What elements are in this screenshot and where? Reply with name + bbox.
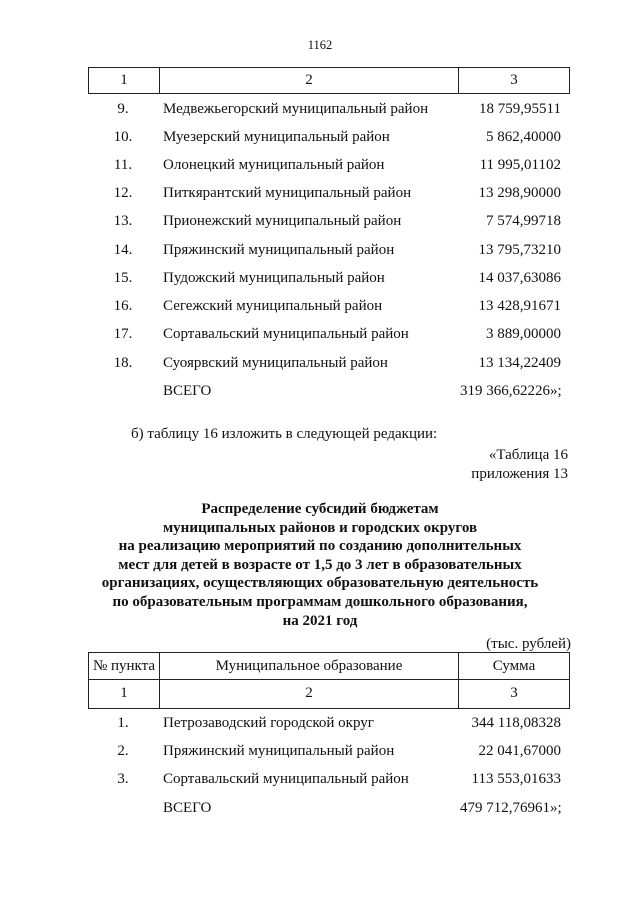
row-name: Суоярвский муниципальный район <box>163 355 388 371</box>
table-row <box>0 129 640 149</box>
row-name: Сегежский муниципальный район <box>163 298 383 314</box>
table-row <box>0 771 640 791</box>
table15-header-col-3: 3 <box>510 72 518 88</box>
col-header-number: № пункта <box>92 658 156 674</box>
row-amount: 22 041,67000 <box>478 743 561 759</box>
row-number: 14. <box>113 242 133 258</box>
row-number: 12. <box>113 185 133 201</box>
table-title <box>0 500 640 630</box>
table-row <box>0 185 640 205</box>
row-amount: 13 428,91671 <box>478 298 561 314</box>
row-name: Сортавальский муниципальный район <box>163 771 409 787</box>
row-name: Медвежьегорский муниципальный район <box>163 101 429 117</box>
title-line: мест для детей в возрасте от 1,5 до 3 лет в образовательных <box>118 556 522 573</box>
row-amount: 14 037,63086 <box>478 270 561 286</box>
row-amount: 3 889,00000 <box>486 326 561 342</box>
total-label: ВСЕГО <box>163 800 212 816</box>
row-number: 9. <box>117 101 129 117</box>
col-number-3: 3 <box>510 685 518 701</box>
total-amount: 319 366,62226»; <box>460 383 562 399</box>
row-number: 10. <box>113 129 133 145</box>
table-row <box>0 715 640 735</box>
table-row <box>0 355 640 375</box>
table-label-line-2: приложения 13 <box>471 466 568 482</box>
table15-total-row <box>0 383 640 403</box>
col-header-amount: Сумма <box>492 658 536 674</box>
col-number-1: 1 <box>120 685 128 701</box>
row-name: Петрозаводский городской округ <box>163 715 374 731</box>
row-name: Пряжинский муниципальный район <box>163 242 395 258</box>
col-number-2: 2 <box>305 685 313 701</box>
table16-total-row <box>0 800 640 820</box>
table-row <box>0 242 640 262</box>
table-row <box>0 326 640 346</box>
row-number: 18. <box>113 355 133 371</box>
table-label-line-1: «Таблица 16 <box>488 447 568 463</box>
total-amount: 479 712,76961»; <box>460 800 562 816</box>
row-amount: 13 134,22409 <box>478 355 561 371</box>
title-line: организациях, осуществляющих образовательную деятельность <box>101 575 539 592</box>
title-line: по образовательным программам дошкольного образования, <box>112 593 528 610</box>
page-number: 1162 <box>307 38 333 52</box>
row-name: Пряжинский муниципальный район <box>163 743 395 759</box>
row-number: 17. <box>113 326 133 342</box>
row-number: 15. <box>113 270 133 286</box>
row-name: Пудожский муниципальный район <box>163 270 385 286</box>
row-number: 13. <box>113 213 133 229</box>
intro-text: б) таблицу 16 изложить в следующей редакции: <box>131 426 438 442</box>
row-name: Сортавальский муниципальный район <box>163 326 409 342</box>
table15-header-col-2: 2 <box>305 72 313 88</box>
table-row <box>0 270 640 290</box>
row-name: Муезерский муниципальный район <box>163 129 390 145</box>
col-header-municipality: Муниципальное образование <box>215 658 403 674</box>
row-number: 3. <box>117 771 129 787</box>
row-amount: 7 574,99718 <box>486 213 561 229</box>
total-label: ВСЕГО <box>163 383 212 399</box>
row-name: Прионежский муниципальный район <box>163 213 402 229</box>
table15-header-col-1: 1 <box>120 72 128 88</box>
title-line: на 2021 год <box>282 612 358 629</box>
table-label <box>471 446 568 484</box>
row-number: 2. <box>117 743 129 759</box>
row-name: Питкярантский муниципальный район <box>163 185 412 201</box>
row-number: 16. <box>113 298 133 314</box>
units-label: (тыс. рублей) <box>486 636 571 652</box>
row-amount: 13 795,73210 <box>478 242 561 258</box>
row-number: 1. <box>117 715 129 731</box>
table15-header <box>88 67 570 94</box>
row-amount: 13 298,90000 <box>478 185 561 201</box>
table16-header <box>88 652 570 709</box>
row-amount: 11 995,01102 <box>479 157 561 173</box>
table-row <box>0 157 640 177</box>
row-amount: 18 759,95511 <box>479 101 561 117</box>
table-row <box>0 213 640 233</box>
table-row <box>0 298 640 318</box>
title-line: на реализацию мероприятий по созданию дополнительных <box>118 538 522 555</box>
title-line: муниципальных районов и городских округов <box>162 519 478 536</box>
row-amount: 5 862,40000 <box>486 129 561 145</box>
row-number: 11. <box>113 157 133 173</box>
row-amount: 113 553,01633 <box>471 771 561 787</box>
title-line: Распределение субсидий бюджетам <box>201 501 439 517</box>
row-amount: 344 118,08328 <box>471 715 561 731</box>
row-name: Олонецкий муниципальный район <box>163 157 385 173</box>
table-row <box>0 743 640 763</box>
table-row <box>0 101 640 121</box>
